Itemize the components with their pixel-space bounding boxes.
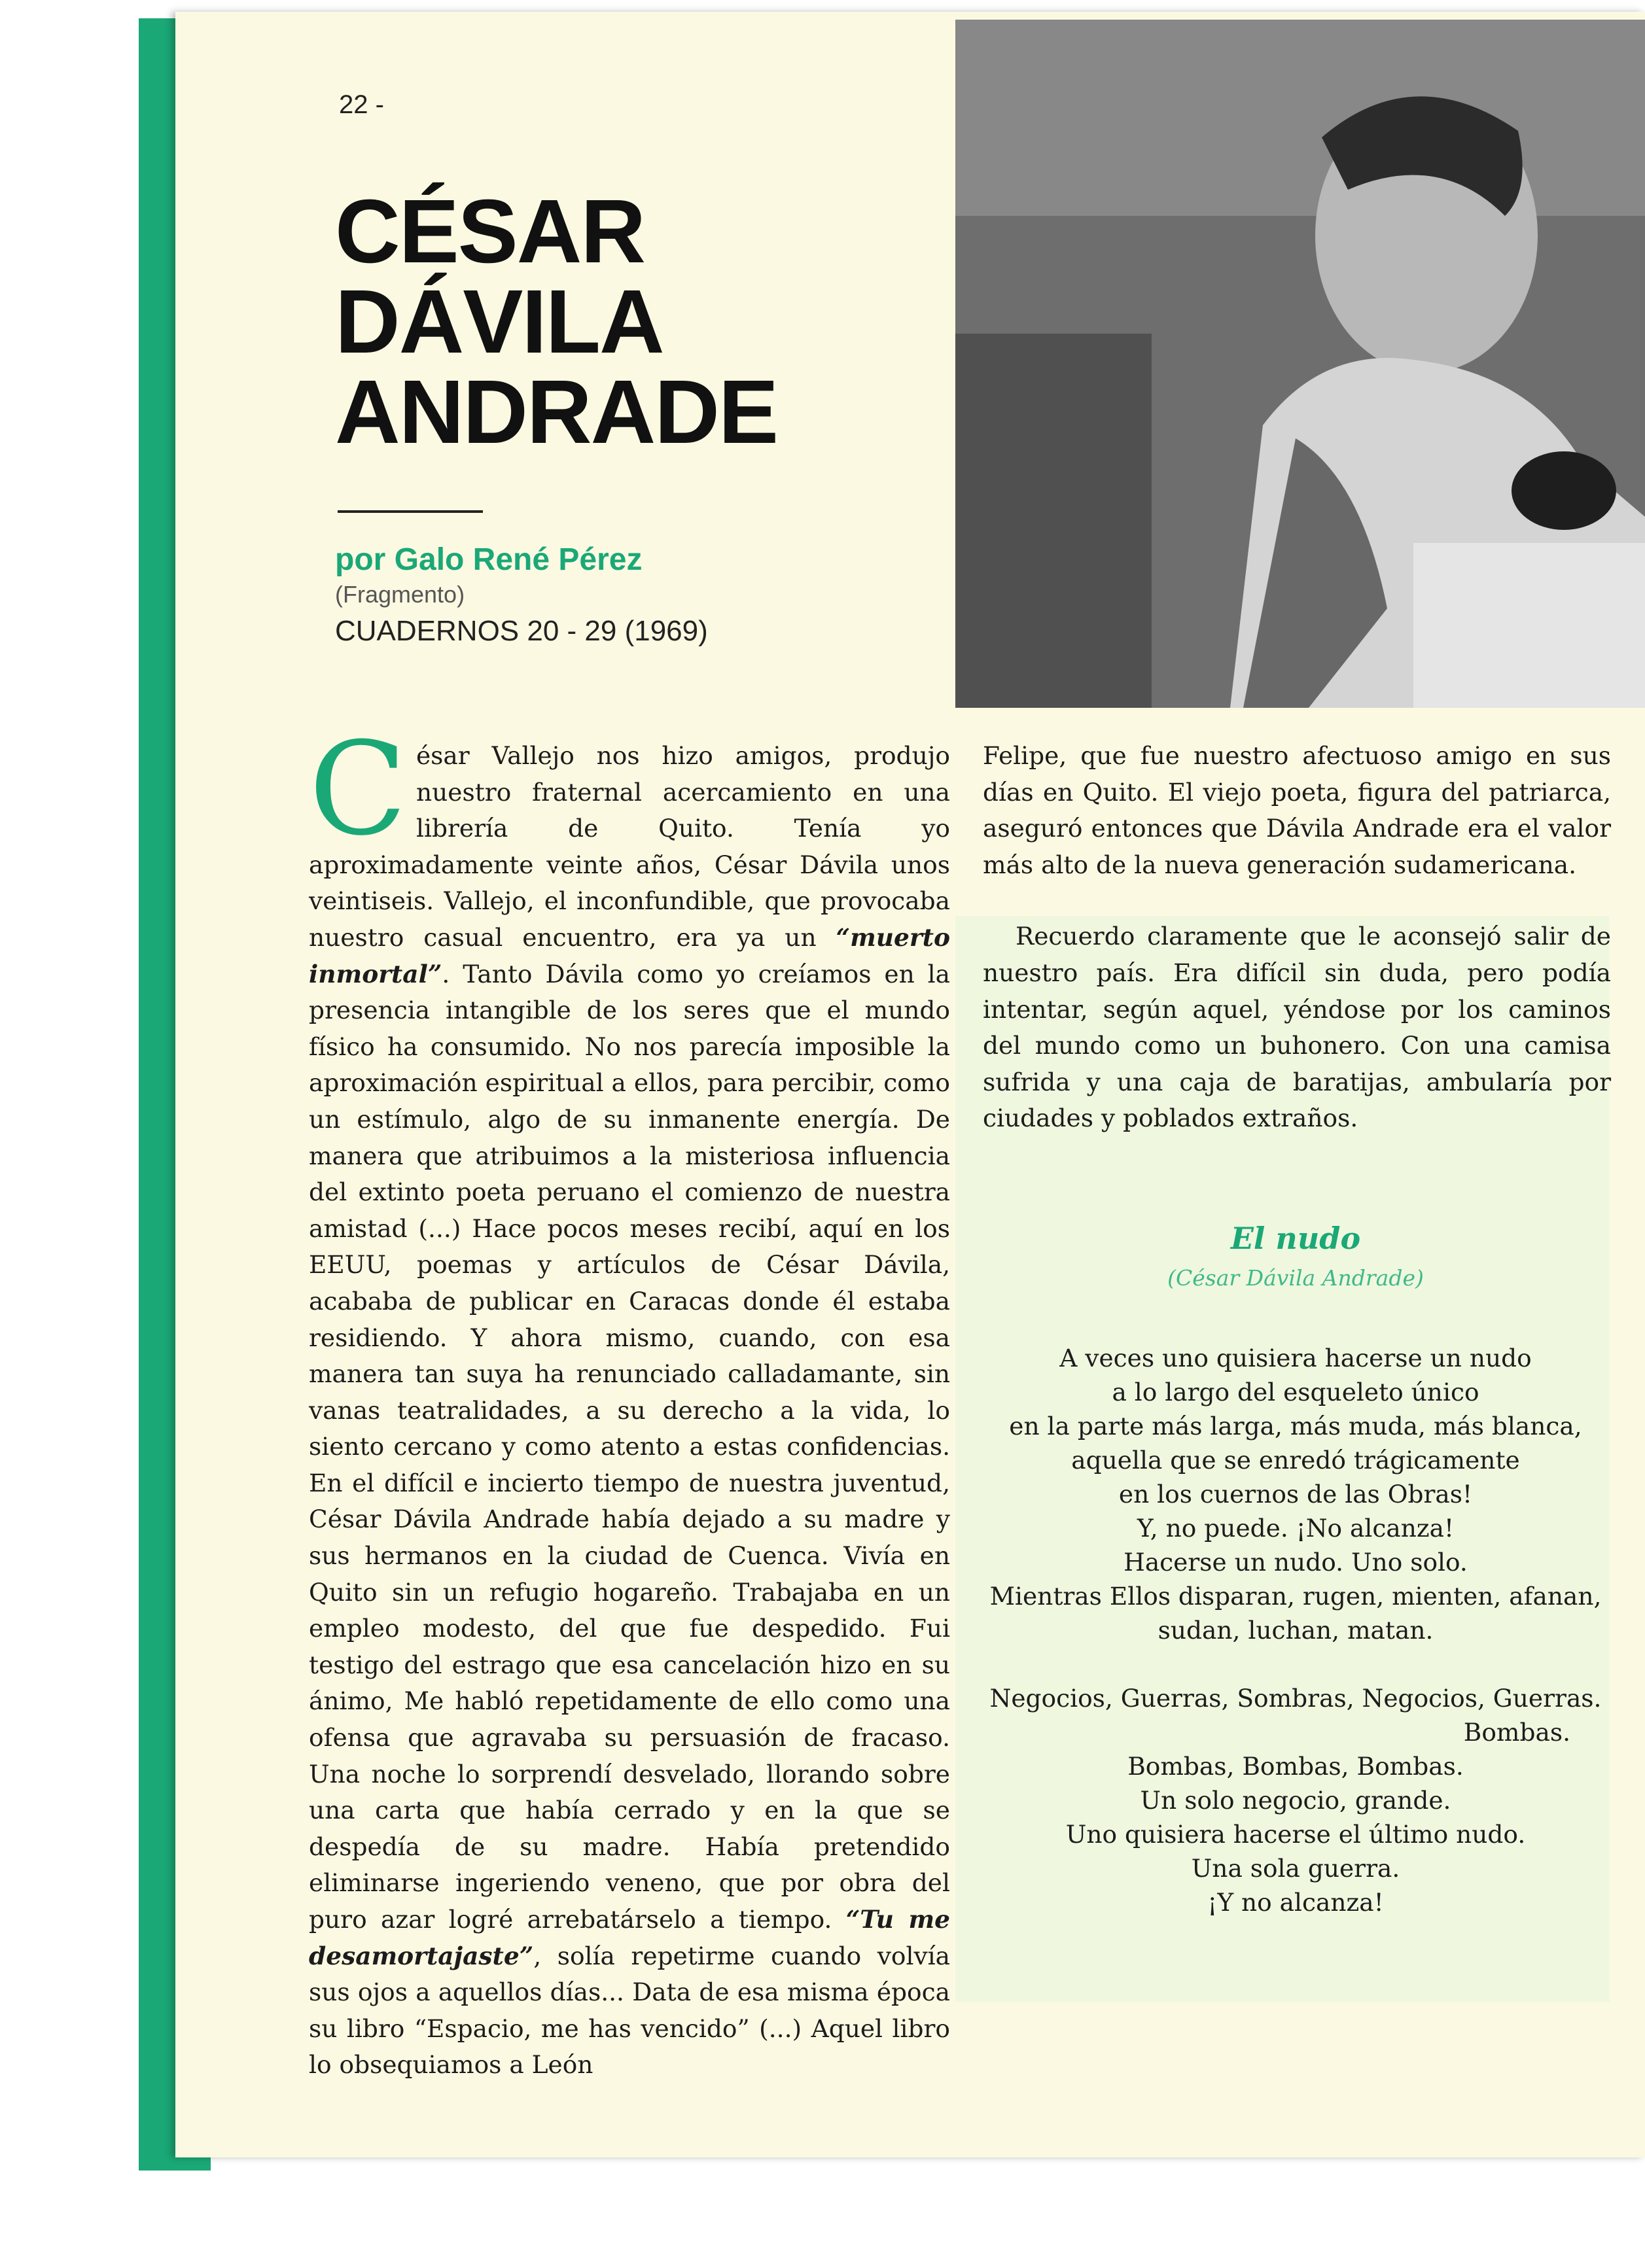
title-line: DÁVILA xyxy=(335,271,663,372)
drop-cap: C xyxy=(309,715,407,864)
quote-emphasis: “muerto inmortal” xyxy=(309,922,950,988)
body-text: , solía repetirme cuando volvía sus ojos a aquellos días... Data de esa misma época su libro “Espacio, me has vencido” (...) Aquel libro lo obsequiamos a León xyxy=(309,1941,950,2080)
poem-line: ¡Y no alcanza! xyxy=(1207,1888,1384,1917)
article-title xyxy=(335,181,845,462)
poem-line: en la parte más larga, más muda, más blanca, xyxy=(1009,1412,1582,1440)
body-paragraph xyxy=(309,715,950,2084)
photo-illustration xyxy=(955,20,1645,708)
fragment-note: (Fragmento) xyxy=(335,581,465,608)
body-paragraph: Recuerdo claramente que le aconsejó salir de nuestro país. Era difícil sin duda, pero podía intentar, según aquel, yéndose por los caminos del mundo como un buhonero. Con una camisa sufrida y una caja de baratijas, ambularía por ciudades y poblados extraños. xyxy=(983,922,1611,1133)
poem-line: Una sola guerra. xyxy=(1191,1854,1400,1883)
poem-line: Negocios, Guerras, Sombras, Negocios, Guerras. xyxy=(989,1684,1602,1713)
title-line: ANDRADE xyxy=(335,362,777,462)
byline: por Galo René Pérez xyxy=(335,542,643,577)
poem-line: a lo largo del esqueleto único xyxy=(1112,1378,1479,1406)
title-rule xyxy=(338,510,483,513)
poem-line: Uno quisiera hacerse el último nudo. xyxy=(1065,1820,1526,1849)
title-line: CÉSAR xyxy=(335,181,645,282)
body-text: ésar Vallejo nos hizo amigos, produjo nuestro fraternal acercamiento en una librería de Quito. Tenía yo aproximadamente veinte años, César Dávila unos veintiseis. Vallejo, el inconfundible, que provocaba nuestro casual encuentro, era ya un xyxy=(309,741,950,952)
page-number: 22 - xyxy=(339,90,384,119)
poem-line: Mientras Ellos disparan, rugen, mienten, afanan, xyxy=(989,1582,1602,1611)
poem-line: en los cuernos de las Obras! xyxy=(1118,1480,1473,1509)
poem-line: Bombas. xyxy=(1463,1718,1570,1747)
body-column-left xyxy=(309,715,950,2084)
source-citation: CUADERNOS 20 - 29 (1969) xyxy=(335,615,708,647)
poem-author: (César Dávila Andrade) xyxy=(1167,1265,1424,1291)
poem-line: aquella que se enredó trágicamente xyxy=(1071,1446,1520,1474)
body-paragraph: Felipe, que fue nuestro afectuoso amigo en sus días en Quito. El viejo poeta, figura del patriarca, aseguró entonces que Dávila Andrade era el valor más alto de la nueva generación sudamericana. xyxy=(983,741,1611,879)
poem-body xyxy=(968,1341,1623,1919)
stanza-gap xyxy=(968,1647,1623,1681)
author-photo xyxy=(955,20,1645,708)
poem-line: A veces uno quisiera hacerse un nudo xyxy=(1059,1344,1532,1372)
quote-emphasis: “Tu me desamortajaste” xyxy=(309,1905,950,1970)
poem-line: Un solo negocio, grande. xyxy=(1140,1786,1451,1815)
poem-line: Y, no puede. ¡No alcanza! xyxy=(1137,1514,1455,1543)
poem-line: Bombas, Bombas, Bombas. xyxy=(1127,1752,1464,1781)
body-text: . Tanto Dávila como yo creíamos en la presencia intangible de los seres que el mundo físico ha consumido. No nos parecía imposible la aproximación espiritual a ellos, para percibir, como un estímulo, algo de su inmanente energía. De manera que atribuimos a la misteriosa influencia del extinto poeta peruano el comienzo de nuestra amistad (...) Hace pocos meses recibí, aquí en los EEUU, poemas y artículos de César Dávila, acababa de publicar en Caracas donde él estaba residiendo. Y ahora mismo, cuando, con esa manera tan suya ha renunciado calladamante, sin vanas teatralidades, a su derecho a la vida, lo siento cercano y como atento a estas confidencias. En el difícil e incierto tiempo de nuestra juventud, César Dávila Andrade había dejado a su madre y sus hermanos en la ciudad de Cuenca. Vivía en Quito sin un refugio hogareño. Trabajaba en un empleo modesto, del que fue despedido. Fui testigo del estrago que esa cancelación hizo en su ánimo, Me habló repetidamente de ello como una ofensa que agravaba su persuasión de fracaso. Una noche lo sorprendí desvelado, llorando sobre una carta que había cerrado y en la que se despedía de su madre. Había pretendido eliminarse ingeriendo veneno, que por obra del puro azar logré arrebatárselo a tiempo. xyxy=(309,959,950,1934)
body-column-right xyxy=(983,738,1611,1172)
poem-line: Hacerse un nudo. Uno solo. xyxy=(1123,1548,1468,1577)
poem-line: sudan, luchan, matan. xyxy=(1158,1616,1434,1645)
poem-title: El nudo xyxy=(1230,1221,1361,1256)
